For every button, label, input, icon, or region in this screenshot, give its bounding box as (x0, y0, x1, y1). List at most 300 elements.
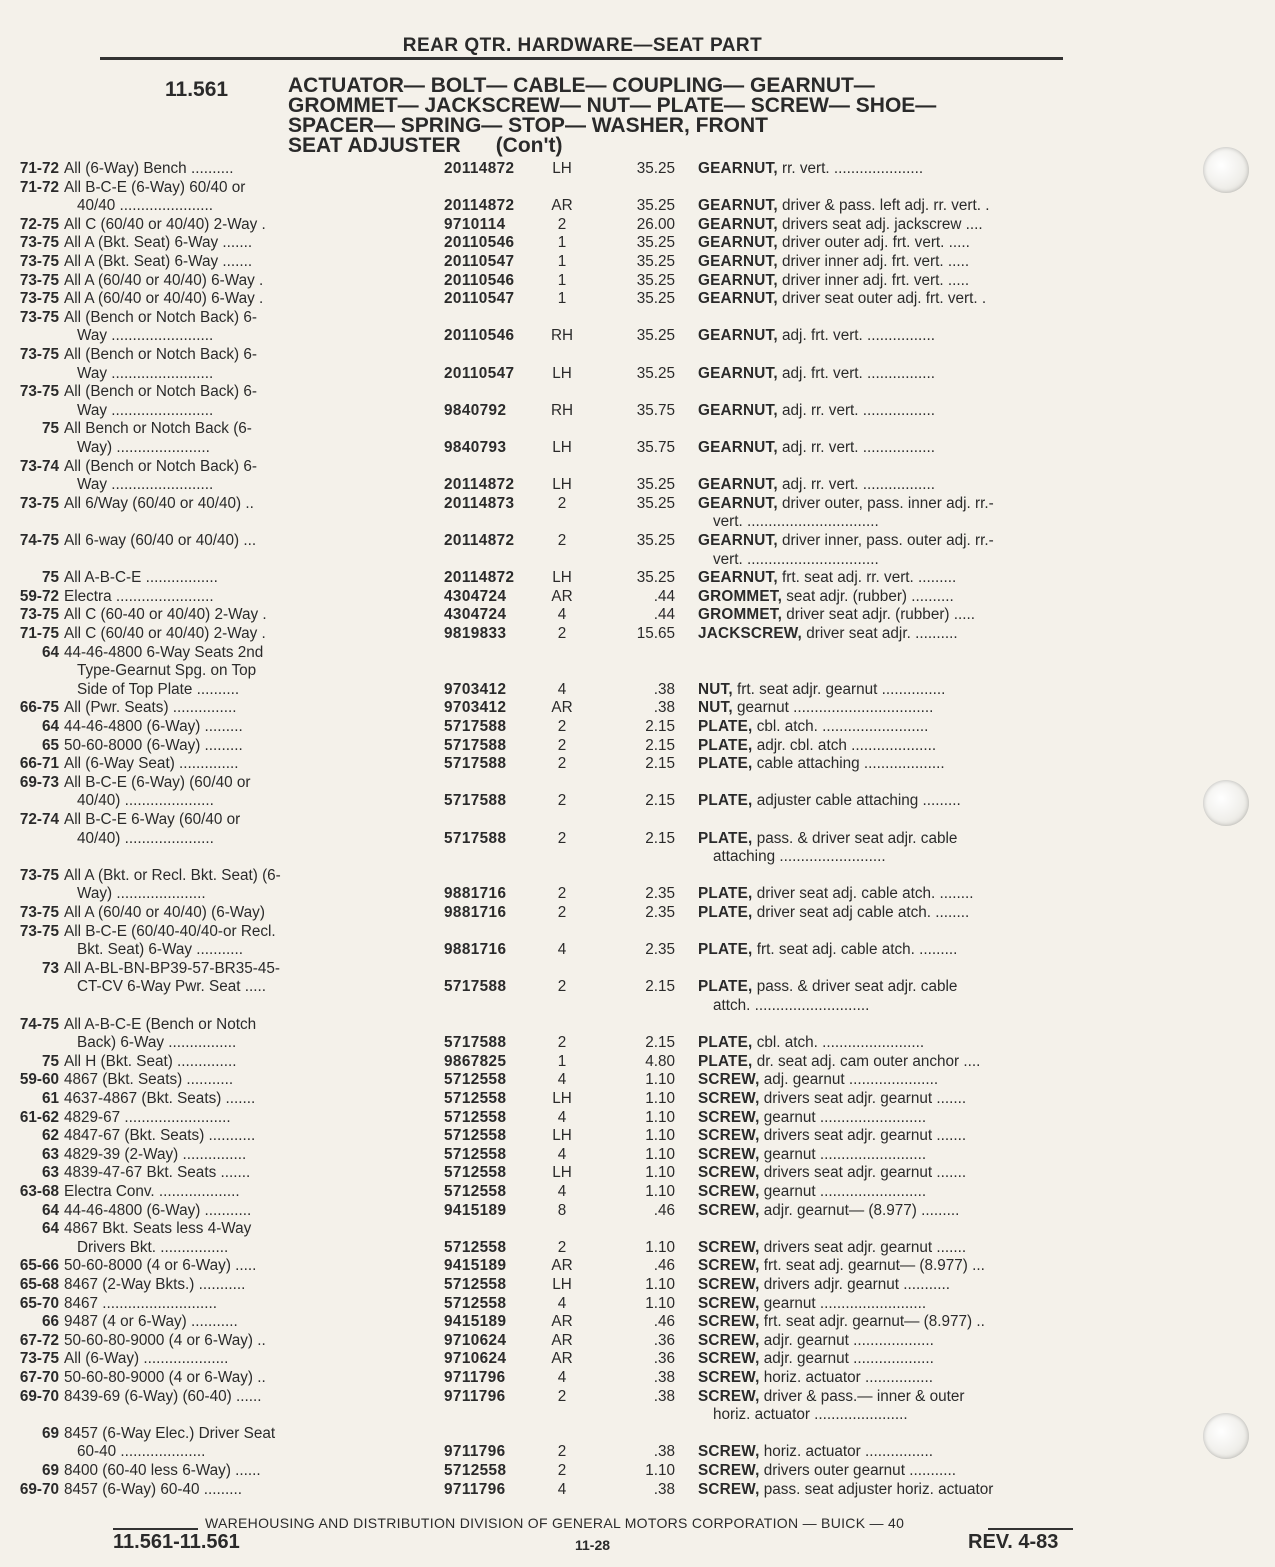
description (698, 1462, 1070, 1481)
application (64, 1388, 442, 1407)
price: 1.10 (645, 1238, 675, 1256)
description-keyword: GEARNUT, (698, 234, 778, 252)
description-keyword: GEARNUT, (698, 327, 778, 345)
price: 1.10 (645, 1090, 675, 1107)
application-line: 40/40) ..................... (77, 829, 214, 847)
description (698, 1183, 1070, 1202)
description (698, 625, 1070, 644)
description-keyword: SCREW, (698, 1443, 760, 1461)
application (64, 383, 442, 420)
description-line: SCREW, drivers seat adjr. gearnut ....... (698, 1090, 967, 1107)
description (698, 904, 1070, 923)
quantity: AR (551, 1331, 573, 1349)
description-line: SCREW, frt. seat adjr. gearnut— (8.977) .. (698, 1313, 985, 1331)
description (698, 1350, 1070, 1369)
model-year: 73-75 (19, 904, 59, 921)
application (64, 625, 442, 644)
description-keyword: GEARNUT, (698, 271, 778, 289)
price: .38 (653, 1480, 675, 1498)
table-row (0, 1053, 1080, 1072)
application-line: All (6-Way) Bench .......... (64, 160, 234, 177)
application (64, 755, 442, 774)
description-line: SCREW, frt. seat adj. gearnut— (8.977) ... (698, 1257, 985, 1275)
application (64, 699, 442, 718)
part-number: 20110547 (444, 290, 515, 308)
table-row (0, 1220, 1080, 1257)
application-line: Electra Conv. ................... (64, 1183, 240, 1200)
table-row (0, 904, 1080, 923)
price: 15.65 (636, 625, 675, 642)
description-line: GEARNUT, adj. rr. vert. ................. (698, 476, 936, 494)
quantity: 2 (557, 494, 567, 512)
model-year: 64 (41, 718, 59, 735)
application-line: All A-B-C-E (Bench or Notch (64, 1015, 257, 1033)
description-keyword: SCREW, (698, 1313, 760, 1331)
application (64, 1016, 442, 1053)
quantity: LH (552, 160, 572, 177)
application (64, 253, 442, 272)
table-row (0, 216, 1080, 235)
application (64, 1127, 442, 1146)
price: .36 (653, 1331, 675, 1349)
section-title-line: SEAT ADJUSTER (Con't) (288, 134, 563, 157)
price: .38 (653, 680, 675, 698)
part-number: 5717588 (444, 978, 507, 996)
quantity: AR (551, 197, 573, 215)
application-line: All H (Bkt. Seat) .............. (64, 1052, 237, 1070)
table-row (0, 1332, 1080, 1351)
description-line: PLATE, dr. seat adj. cam outer anchor .... (698, 1052, 981, 1070)
application-line: All Bench or Notch Back (6- (64, 420, 252, 438)
model-year: 67-72 (19, 1331, 59, 1349)
description-keyword: SCREW, (698, 1350, 760, 1368)
application-line: 8439-69 (6-Way) (60-40) ...... (64, 1387, 262, 1405)
model-year: 73 (41, 959, 59, 977)
description-line: PLATE, pass. & driver seat adjr. cable (698, 978, 958, 996)
table-row (0, 179, 1080, 216)
price: 35.75 (636, 438, 675, 456)
application-line: All (Bench or Notch Back) 6- (64, 346, 257, 363)
description-line: GEARNUT, driver outer, pass. inner adj. rr.- (698, 494, 994, 512)
application (64, 867, 442, 904)
application-line: 4829-39 (2-Way) ............... (64, 1145, 247, 1163)
description (698, 327, 1070, 346)
description-line: PLATE, cable attaching ................... (698, 755, 945, 773)
application (64, 1257, 442, 1276)
model-year: 73-75 (19, 290, 59, 308)
quantity: 4 (557, 1108, 567, 1126)
model-year: 71-72 (19, 178, 59, 196)
application (64, 290, 442, 309)
model-year: 73-75 (19, 866, 59, 884)
quantity: 4 (557, 1480, 567, 1498)
footer-revision: REV. 4-83 (968, 1531, 1059, 1553)
application (64, 569, 442, 588)
description (698, 1257, 1070, 1276)
application (64, 458, 442, 495)
table-row (0, 1202, 1080, 1221)
part-number: 5712558 (444, 1294, 507, 1312)
description-line: SCREW, adjr. gearnut ................... (698, 1331, 934, 1349)
application-line: 9487 (4 or 6-Way) ........... (64, 1313, 238, 1331)
price: 1.10 (645, 1276, 675, 1293)
application (64, 1109, 442, 1128)
description-line: PLATE, cbl. atch. ........................ (698, 1034, 925, 1052)
application-line: 4839-47-67 Bkt. Seats ....... (64, 1164, 251, 1182)
price: 35.75 (636, 401, 675, 419)
application-line: All (6-Way) .................... (64, 1350, 229, 1368)
price: 35.25 (636, 494, 675, 512)
table-row (0, 532, 1080, 569)
description (698, 1295, 1070, 1314)
application-line: Bkt. Seat) 6-Way ........... (77, 941, 244, 959)
part-number: 5712558 (444, 1127, 507, 1145)
price: .38 (653, 1369, 675, 1386)
table-row (0, 1109, 1080, 1128)
description-keyword: SCREW, (698, 1257, 760, 1275)
application-line: All A (60/40 or 40/40) 6-Way . (64, 271, 264, 289)
table-row (0, 1090, 1080, 1109)
application (64, 1276, 442, 1295)
application (64, 1369, 442, 1388)
description-keyword: GEARNUT, (698, 569, 778, 587)
price: 1.10 (645, 1462, 675, 1479)
model-year: 73-75 (19, 346, 59, 363)
description-keyword: GEARNUT, (698, 160, 778, 177)
header-rule (100, 57, 1063, 60)
binder-hole (1203, 780, 1249, 826)
model-year: 73-75 (19, 922, 59, 940)
application-line: Drivers Bkt. ................ (77, 1238, 229, 1256)
application (64, 216, 442, 235)
model-year: 73-75 (19, 383, 59, 401)
description-line: SCREW, adjr. gearnut ................... (698, 1350, 934, 1368)
application (64, 532, 442, 551)
table-row (0, 1183, 1080, 1202)
part-number: 9415189 (444, 1257, 507, 1275)
description-keyword: SCREW, (698, 1164, 760, 1182)
model-year: 73-75 (19, 253, 59, 270)
description-line: vert. ............................... (713, 513, 879, 531)
application-line: All C (60/40 or 40/40) 2-Way . (64, 215, 266, 233)
application (64, 1332, 442, 1351)
model-year: 61-62 (19, 1108, 59, 1126)
part-number: 5712558 (444, 1108, 507, 1126)
application-line: All B-C-E (60/40-40/40-or Recl. (64, 922, 276, 940)
description (698, 1313, 1070, 1332)
table-row (0, 923, 1080, 960)
application-line: 8400 (60-40 less 6-Way) ...... (64, 1462, 261, 1479)
price: 35.25 (636, 234, 675, 252)
table-row (0, 644, 1080, 700)
application-line: 4829-67 ......................... (64, 1108, 231, 1126)
footer-section-code: 11.561-11.561 (113, 1531, 240, 1553)
quantity: 2 (557, 829, 567, 847)
quantity: 4 (557, 606, 567, 624)
application-line: 60-40 .................... (77, 1443, 206, 1461)
model-year: 74-75 (19, 1015, 59, 1033)
description-line: SCREW, gearnut ......................... (698, 1108, 927, 1126)
description (698, 1164, 1070, 1183)
description (698, 830, 1070, 867)
application (64, 346, 442, 383)
application-line: Electra ....................... (64, 587, 214, 605)
quantity: AR (551, 1350, 573, 1368)
description-line: NUT, gearnut ................................. (698, 699, 934, 717)
part-number: 20114872 (444, 160, 515, 177)
quantity: AR (551, 1257, 573, 1275)
price: 35.25 (636, 532, 675, 549)
part-number: 5712558 (444, 1462, 507, 1479)
quantity: 1 (557, 290, 567, 308)
price: .44 (653, 587, 675, 605)
description-keyword: SCREW, (698, 1090, 760, 1107)
description (698, 1481, 1070, 1500)
part-number: 9840793 (444, 438, 507, 456)
table-row (0, 959, 1080, 1014)
part-number: 20114873 (444, 494, 515, 512)
part-number: 9711796 (444, 1369, 506, 1386)
description-keyword: PLATE, (698, 736, 753, 754)
application (64, 1053, 442, 1072)
model-year: 65-70 (19, 1294, 59, 1312)
price: 35.25 (636, 569, 675, 587)
part-number: 20114872 (444, 197, 515, 215)
application-line: Way ........................ (77, 327, 214, 345)
table-row (0, 383, 1080, 420)
part-number: 9711796 (444, 1443, 506, 1461)
part-number: 9711796 (444, 1480, 506, 1498)
description-line: SCREW, drivers seat adjr. gearnut ....... (698, 1127, 967, 1145)
quantity: 4 (557, 1145, 567, 1163)
quantity: LH (552, 569, 572, 587)
price: 2.15 (645, 792, 675, 810)
part-number: 9703412 (444, 680, 507, 698)
quantity: LH (552, 1090, 572, 1107)
model-year: 73-75 (19, 234, 59, 252)
application-line: All A (Bkt. Seat) 6-Way ....... (64, 234, 253, 252)
description-line: SCREW, drivers seat adjr. gearnut ....... (698, 1164, 967, 1182)
quantity: LH (552, 476, 572, 494)
table-row (0, 1016, 1080, 1053)
table-row (0, 1276, 1080, 1295)
application-line: 40/40 ...................... (77, 197, 214, 215)
footer-page-number: 11-28 (575, 1537, 611, 1553)
part-number: 20110546 (444, 327, 515, 345)
part-number: 20110547 (444, 253, 515, 270)
description (698, 1109, 1070, 1128)
application-line: All A-BL-BN-BP39-57-BR35-45- (64, 959, 280, 977)
description (698, 699, 1070, 718)
model-year: 66 (41, 1313, 59, 1331)
price: 35.25 (636, 476, 675, 494)
price: 2.15 (645, 1034, 675, 1052)
table-row (0, 160, 1080, 179)
part-number: 9711796 (444, 1387, 506, 1405)
description (698, 1090, 1070, 1109)
description (698, 1443, 1070, 1462)
part-number: 9710114 (444, 215, 506, 233)
application-line: 4847-67 (Bkt. Seats) ........... (64, 1127, 256, 1145)
description-line: vert. ............................... (713, 550, 879, 568)
application-line: All 6-way (60/40 or 40/40) ... (64, 532, 257, 549)
description-keyword: SCREW, (698, 1462, 760, 1479)
description-keyword: GEARNUT, (698, 197, 778, 215)
table-row (0, 569, 1080, 588)
description (698, 718, 1070, 737)
price: 2.35 (645, 885, 675, 903)
description (698, 792, 1070, 811)
table-row (0, 420, 1080, 457)
application (64, 1164, 442, 1183)
description-line: GROMMET, driver seat adjr. (rubber) ..... (698, 606, 976, 624)
description (698, 588, 1070, 607)
model-year: 63 (41, 1145, 59, 1163)
description-keyword: GEARNUT, (698, 401, 778, 419)
description-keyword: PLATE, (698, 904, 753, 921)
description-line: GEARNUT, frt. seat adj. rr. vert. ......... (698, 569, 957, 587)
application-line: Way ........................ (77, 476, 214, 494)
description (698, 532, 1070, 569)
description (698, 1071, 1070, 1090)
application (64, 718, 442, 737)
quantity: 4 (557, 1071, 567, 1089)
description-line: PLATE, pass. & driver seat adjr. cable (698, 829, 958, 847)
part-number: 9881716 (444, 904, 507, 921)
quantity: 1 (557, 234, 567, 252)
description-keyword: SCREW, (698, 1294, 760, 1312)
table-row (0, 1071, 1080, 1090)
quantity: 2 (557, 1462, 567, 1479)
description (698, 1239, 1070, 1258)
table-row (0, 1257, 1080, 1276)
model-year: 59-72 (19, 587, 59, 605)
description-keyword: GEARNUT, (698, 532, 778, 549)
quantity: 2 (557, 1034, 567, 1052)
application-line: All A (Bkt. Seat) 6-Way ....... (64, 253, 253, 270)
description-line: SCREW, gearnut ......................... (698, 1294, 927, 1312)
application-line: 8457 (6-Way Elec.) Driver Seat (64, 1424, 276, 1442)
table-row (0, 1127, 1080, 1146)
quantity: LH (552, 364, 572, 382)
description-keyword: JACKSCREW, (698, 625, 802, 642)
model-year: 69-73 (19, 773, 59, 791)
description (698, 495, 1070, 532)
part-number: 9710624 (444, 1331, 507, 1349)
quantity: LH (552, 438, 572, 456)
model-year: 73-74 (19, 457, 59, 475)
quantity: 4 (557, 1369, 567, 1386)
description-keyword: PLATE, (698, 978, 753, 996)
part-number: 5717588 (444, 718, 507, 735)
part-number: 9415189 (444, 1201, 507, 1219)
model-year: 74-75 (19, 532, 59, 549)
quantity: 2 (557, 718, 567, 735)
description-keyword: GEARNUT, (698, 215, 778, 233)
part-number: 20114872 (444, 476, 515, 494)
model-year: 73-75 (19, 308, 59, 326)
price: 35.25 (636, 253, 675, 270)
price: 2.15 (645, 978, 675, 996)
description (698, 197, 1070, 216)
application (64, 495, 442, 514)
description-line: attch. ........................... (713, 996, 870, 1014)
application (64, 420, 442, 457)
model-year: 64 (41, 1220, 59, 1238)
model-year: 65 (41, 736, 59, 754)
description-keyword: PLATE, (698, 829, 753, 847)
part-number: 5717588 (444, 736, 507, 754)
description-keyword: SCREW, (698, 1238, 760, 1256)
application-line: All B-C-E 6-Way (60/40 or (64, 811, 241, 828)
price: .44 (653, 606, 675, 624)
quantity: 2 (557, 885, 567, 903)
application (64, 774, 442, 811)
quantity: 2 (557, 755, 567, 773)
description-line: GEARNUT, drivers seat adj. jackscrew .... (698, 215, 983, 233)
description (698, 941, 1070, 960)
application-line: All A-B-C-E ................. (64, 569, 218, 587)
description (698, 885, 1070, 904)
table-row (0, 458, 1080, 495)
quantity: 8 (557, 1201, 567, 1219)
price: 2.15 (645, 736, 675, 754)
part-number: 20110547 (444, 364, 515, 382)
description-line: SCREW, adjr. gearnut— (8.977) ......... (698, 1201, 960, 1219)
part-number: 4304724 (444, 587, 507, 605)
application-line: 8457 (6-Way) 60-40 ......... (64, 1480, 242, 1498)
description-line: PLATE, driver seat adj. cable atch. ........ (698, 885, 974, 903)
description-keyword: SCREW, (698, 1387, 760, 1405)
table-row (0, 234, 1080, 253)
price: 35.25 (636, 364, 675, 382)
price: 4.80 (645, 1052, 675, 1070)
description (698, 365, 1070, 384)
application-line: Side of Top Plate .......... (77, 680, 240, 698)
description-keyword: SCREW, (698, 1108, 760, 1126)
quantity: AR (551, 699, 573, 717)
description-keyword: SCREW, (698, 1127, 760, 1145)
price: .46 (653, 1201, 675, 1219)
description-keyword: PLATE, (698, 941, 753, 959)
footer-division-text: WAREHOUSING AND DISTRIBUTION DIVISION OF GENERAL MOTORS CORPORATION — BUICK — 40 (205, 1515, 905, 1531)
table-row (0, 625, 1080, 644)
description-line: GEARNUT, driver outer adj. frt. vert. ..... (698, 234, 970, 252)
price: 1.10 (645, 1127, 675, 1145)
description-line: PLATE, cbl. atch. ......................... (698, 718, 929, 735)
description (698, 272, 1070, 291)
application (64, 644, 442, 700)
part-number: 9867825 (444, 1052, 507, 1070)
description-line: SCREW, driver & pass.— inner & outer (698, 1387, 965, 1405)
part-number: 5712558 (444, 1145, 507, 1163)
quantity: LH (552, 1164, 572, 1182)
model-year: 61 (41, 1090, 59, 1107)
model-year: 73-75 (19, 271, 59, 289)
application-line: All (Bench or Notch Back) 6- (64, 383, 257, 401)
application-line: Way) ..................... (77, 885, 206, 903)
price: 2.15 (645, 755, 675, 773)
quantity: 1 (557, 271, 567, 289)
part-number: 5717588 (444, 1034, 507, 1052)
price: 35.25 (636, 197, 675, 215)
description (698, 1276, 1070, 1295)
table-row (0, 737, 1080, 756)
description-keyword: GEARNUT, (698, 494, 778, 512)
description (698, 569, 1070, 588)
page-header-title: REAR QTR. HARDWARE—SEAT PART (402, 35, 763, 56)
description-line: SCREW, horiz. actuator ................ (698, 1369, 933, 1386)
